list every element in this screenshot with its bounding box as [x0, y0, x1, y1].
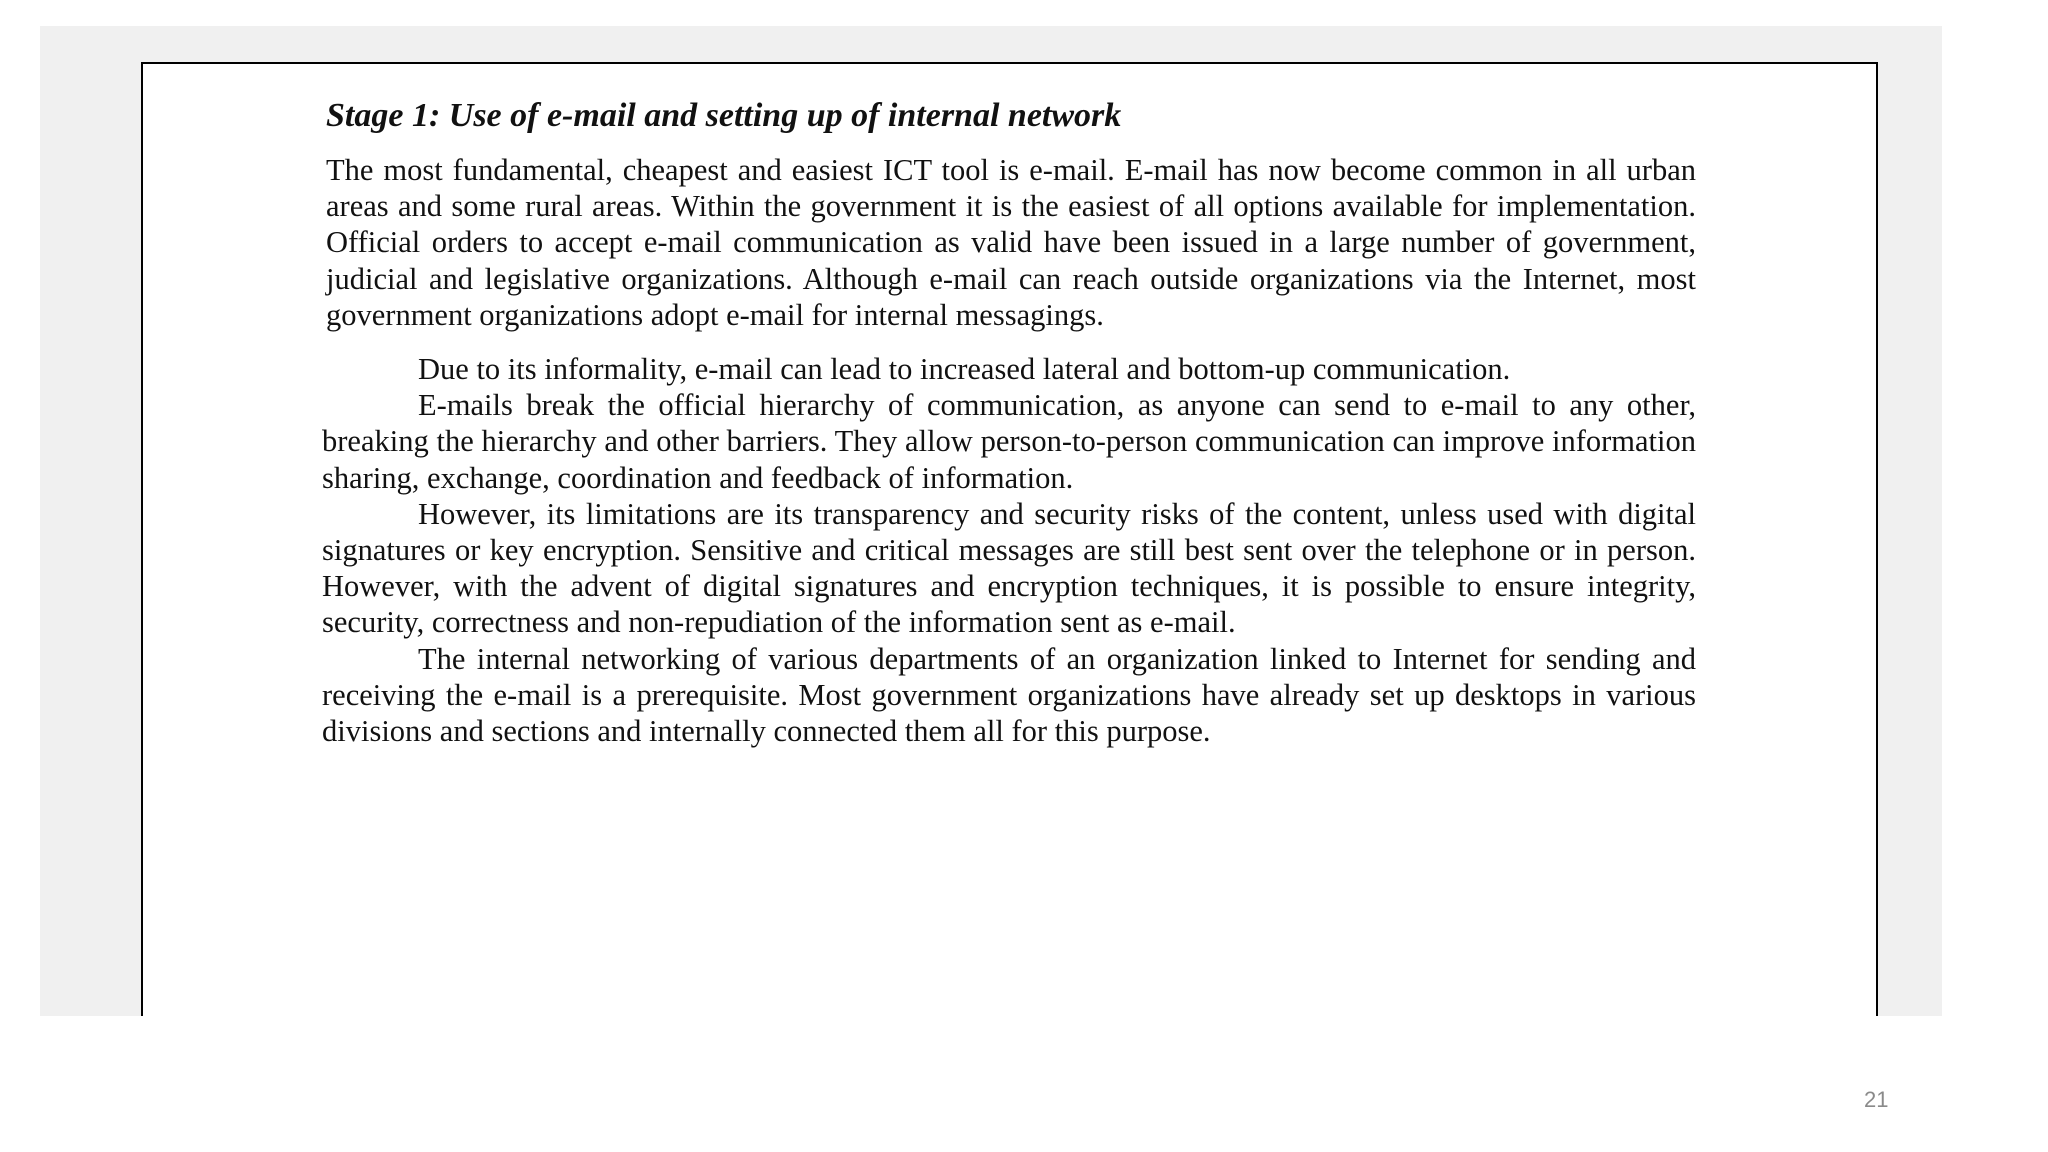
page-number: 21 — [1864, 1087, 1889, 1112]
paragraph-5: The internal networking of various departments of an organization linked to Internet for sending and receiving the e-mail is a prerequisite. Most government organizations have already set up desktops in various divisions and sections and internally connected them all for this purpose. — [322, 641, 1696, 749]
scanned-document — [141, 62, 1878, 1016]
paragraph-3: E-mails break the official hierarchy of communication, as anyone can send to e-mail to any other, breaking the hierarchy and other barriers. They allow person-to-person communication can improve information sharing, exchange, coordination and feedback of information. — [322, 388, 1696, 495]
paragraph-1: The most fundamental, cheapest and easiest ICT tool is e-mail. E-mail has now become common in all urban areas and some rural areas. Within the government it is the easiest of all options available for implementation. Official orders to accept e-mail communication as valid have been issued in a large number of government, judicial and legislative organizations. Although e-mail can reach outside organizations via the Internet, most government organizations adopt e-mail for internal messagings. — [326, 153, 1696, 332]
paragraph-4: However, its limitations are its transparency and security risks of the content, unless used with digital signatures or key encryption. Sensitive and critical messages are still best sent over the telephone or in person. However, with the advent of digital signatures and encryption techniques, it is possible to ensure integrity, security, correctness and non-repudiation of the information sent as e-mail. — [322, 496, 1696, 640]
paragraph-2: Due to its informality, e-mail can lead to increased lateral and bottom-up communication. — [418, 352, 1511, 387]
document-content — [322, 94, 1696, 749]
document-heading: Stage 1: Use of e-mail and setting up of internal network — [326, 97, 1122, 134]
